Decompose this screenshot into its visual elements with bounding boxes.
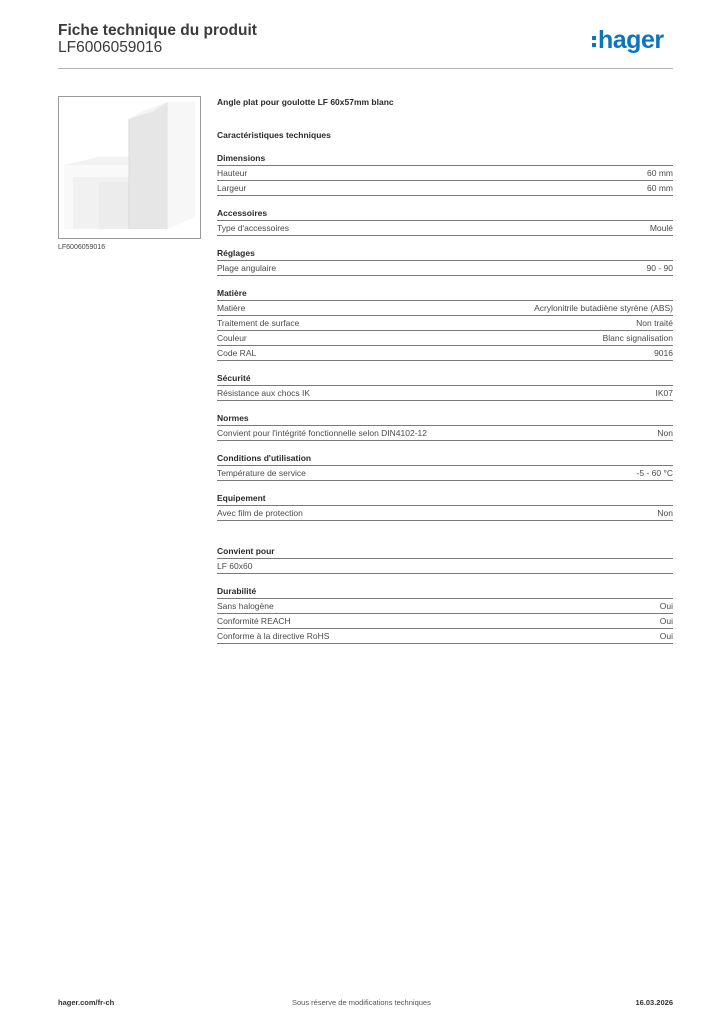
logo-text: hager: [598, 26, 664, 54]
specifications-column: [217, 96, 673, 644]
spec-label: Résistance aux chocs IK: [217, 388, 311, 398]
section-equipement: [217, 492, 673, 521]
spec-label: Traitement de surface: [217, 318, 300, 328]
spec-value: Oui: [659, 631, 673, 641]
section-convient-pour: [217, 545, 673, 574]
spec-row: [217, 559, 673, 574]
spec-label: Couleur: [217, 333, 247, 343]
footer-notice: Sous réserve de modifications techniques: [292, 998, 431, 1007]
spec-label: Avec film de protection: [217, 508, 303, 518]
spec-row: [217, 506, 673, 521]
spec-value: Non: [657, 508, 673, 518]
section-normes: [217, 412, 673, 441]
section-title: Réglages: [217, 247, 673, 261]
spec-row: [217, 466, 673, 481]
product-reference: LF6006059016: [58, 39, 163, 56]
spec-label: Conformité REACH: [217, 616, 291, 626]
section-title: Equipement: [217, 492, 673, 506]
section-title: Dimensions: [217, 152, 673, 166]
logo-dots-icon: [592, 36, 596, 50]
spec-row: [217, 426, 673, 441]
spec-label: Type d'accessoires: [217, 223, 290, 233]
spec-value: 9016: [654, 348, 673, 358]
section-title: Sécurité: [217, 372, 673, 386]
section-title: Convient pour: [217, 545, 673, 559]
characteristics-title: Caractéristiques techniques: [217, 130, 331, 140]
section-dimensions: [217, 152, 673, 196]
spec-value: 90 - 90: [646, 263, 673, 273]
spec-value: IK07: [655, 388, 673, 398]
product-name: Angle plat pour goulotte LF 60x57mm blanc: [217, 97, 394, 107]
spec-value: Blanc signalisation: [602, 333, 673, 343]
flat-angle-trunking-icon: [59, 97, 200, 238]
hager-logo: [592, 26, 682, 58]
header-divider: [58, 68, 673, 69]
spec-row: [217, 614, 673, 629]
section-title: Matière: [217, 287, 673, 301]
footer-date: 16.03.2026: [635, 998, 673, 1007]
spec-value: Moulé: [649, 223, 673, 233]
section-durabilite: [217, 585, 673, 644]
spec-label: Plage angulaire: [217, 263, 277, 273]
spec-row: [217, 181, 673, 196]
spec-row: [217, 261, 673, 276]
spec-label: Largeur: [217, 183, 247, 193]
spec-row: [217, 166, 673, 181]
spec-label: Convient pour l'intégrité fonctionnelle selon DIN4102-12: [217, 428, 428, 438]
spec-label: LF 60x60: [217, 561, 253, 571]
spec-value: -5 - 60 °C: [636, 468, 673, 478]
footer-website-link[interactable]: hager.com/fr-ch: [58, 998, 115, 1007]
document-title: Fiche technique du produit: [58, 22, 257, 39]
section-securite: [217, 372, 673, 401]
spec-label: Température de service: [217, 468, 306, 478]
spec-row: [217, 629, 673, 644]
spec-row: [217, 386, 673, 401]
spec-value: Oui: [659, 601, 673, 611]
spec-row: [217, 221, 673, 236]
spec-label: Conforme à la directive RoHS: [217, 631, 330, 641]
spec-row: [217, 599, 673, 614]
spec-row: [217, 346, 673, 361]
section-accessoires: [217, 207, 673, 236]
spec-value: 60 mm: [647, 183, 673, 193]
spec-row: [217, 316, 673, 331]
section-title: Durabilité: [217, 585, 673, 599]
spec-value: Oui: [659, 616, 673, 626]
spec-value: Acrylonitrile butadiène styrène (ABS): [534, 303, 673, 313]
image-caption: LF6006059016: [58, 244, 106, 251]
spec-label: Hauteur: [217, 168, 248, 178]
section-reglages: [217, 247, 673, 276]
spec-label: Code RAL: [217, 348, 257, 358]
section-matiere: [217, 287, 673, 361]
spec-row: [217, 331, 673, 346]
section-title: Normes: [217, 412, 673, 426]
spec-label: Sans halogène: [217, 601, 274, 611]
section-title: Conditions d'utilisation: [217, 452, 673, 466]
spec-value: 60 mm: [647, 168, 673, 178]
section-title: Accessoires: [217, 207, 673, 221]
spec-value: Non traité: [636, 318, 673, 328]
section-conditions-utilisation: [217, 452, 673, 481]
spec-value: Non: [657, 428, 673, 438]
spec-row: [217, 301, 673, 316]
spec-label: Matière: [217, 303, 246, 313]
product-image: [58, 96, 201, 239]
